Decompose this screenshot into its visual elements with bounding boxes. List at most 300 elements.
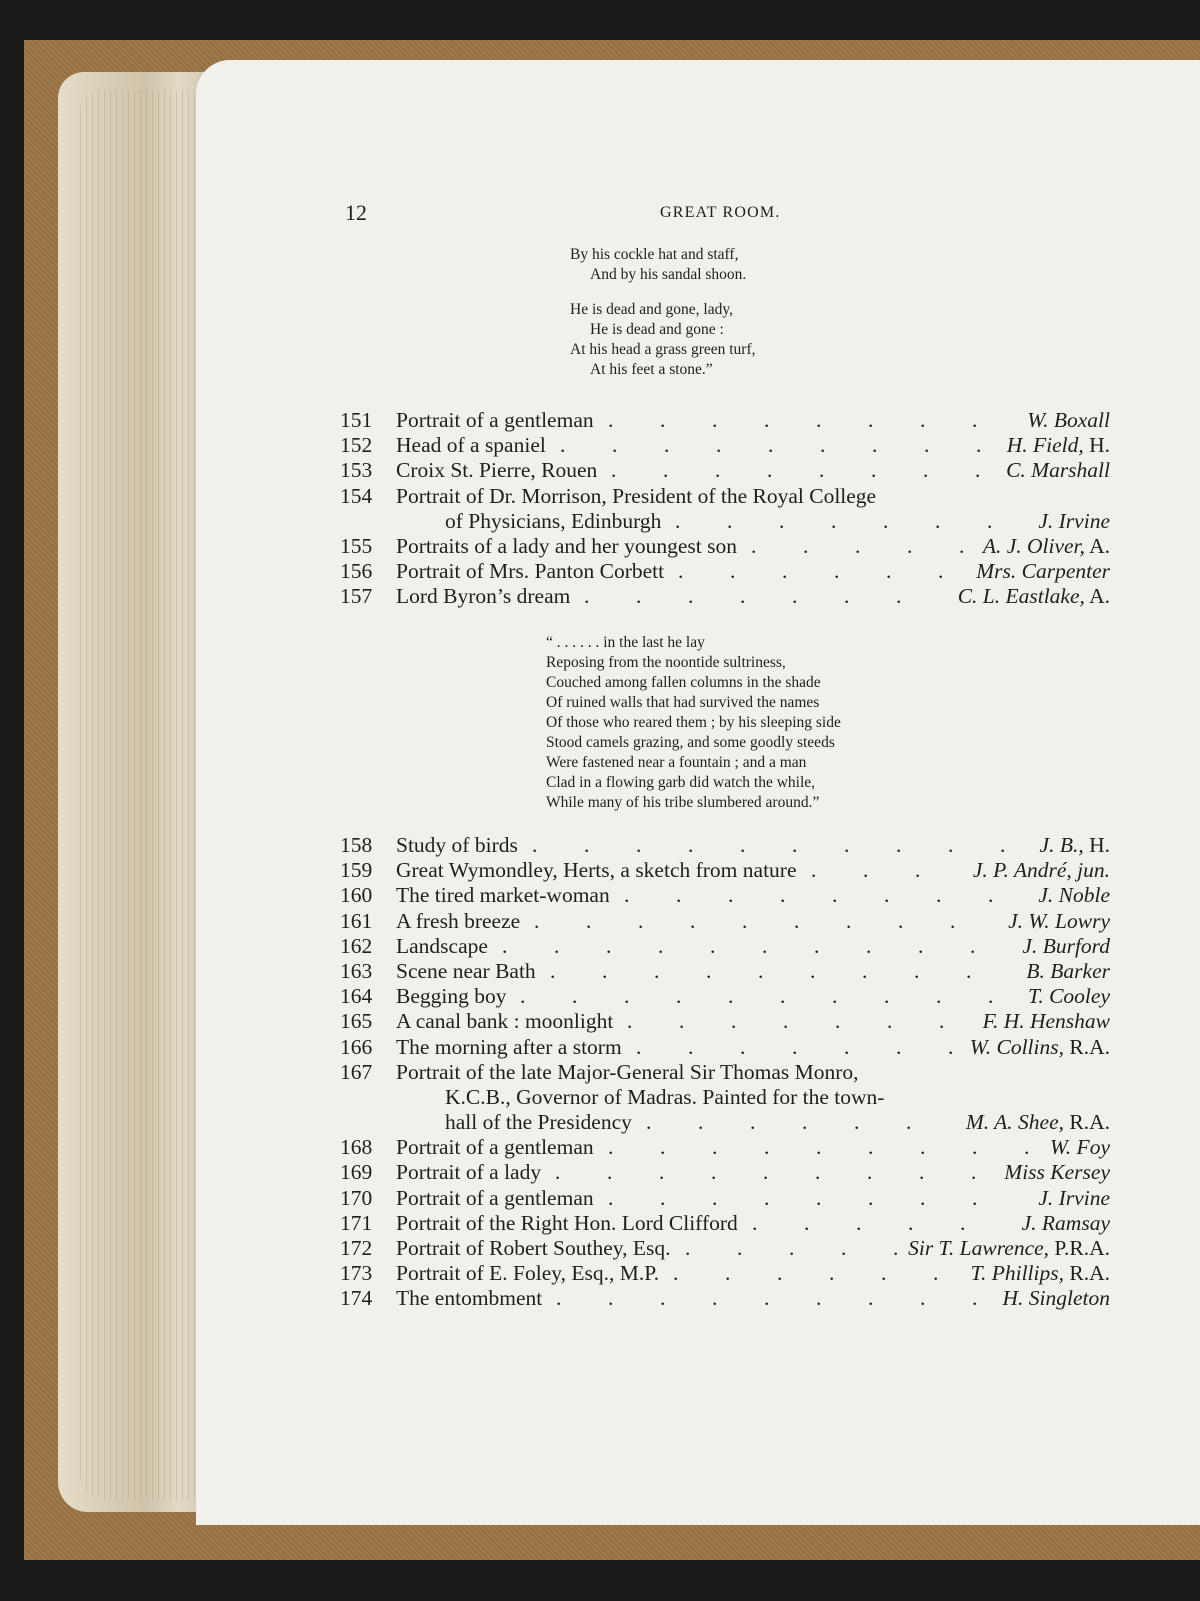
leader-dot: . — [831, 508, 837, 533]
entry-title: Portrait of Robert Southey, Esq. — [396, 1236, 671, 1260]
entry-number: 163 — [340, 958, 373, 983]
entry-artist — [908, 1236, 1110, 1261]
entry-artist — [1038, 1186, 1110, 1211]
leader-dot: . — [898, 908, 904, 933]
verse-line: At his feet a stone.” — [590, 361, 713, 378]
verse-line: Stood camels grazing, and some goodly steeds — [546, 734, 835, 751]
artist-name: Mrs. Carpenter — [976, 559, 1110, 584]
leader-dot: . — [792, 833, 798, 857]
leader-dot: . — [868, 1185, 874, 1210]
entry-artist — [1022, 934, 1110, 959]
artist-name: J. Noble — [1038, 883, 1110, 908]
entry-artist — [1027, 408, 1110, 433]
entry-artist — [1038, 509, 1110, 534]
entry-number: 153 — [340, 458, 373, 483]
leader-dot: . — [602, 958, 608, 983]
leader-dot: . — [611, 458, 617, 483]
leader-dot: . — [660, 408, 666, 432]
leader-dot: . — [914, 958, 920, 983]
artist-rank: R.A. — [1064, 1034, 1110, 1059]
leader-dot: . — [915, 858, 921, 883]
leader-dot: . — [782, 559, 788, 584]
leader-dot: . — [868, 1135, 874, 1160]
entry-title: Portrait of Mrs. Panton Corbett — [396, 559, 665, 584]
verse-line: At his head a grass green turf, — [570, 341, 756, 358]
leader-dot: . — [624, 984, 630, 1009]
leader-dot: . — [706, 958, 712, 983]
entry-artist — [973, 858, 1110, 883]
leader-dot: . — [752, 1210, 758, 1235]
entry-artist — [983, 1009, 1110, 1034]
verse-line: “ . . . . . . in the last he lay — [546, 634, 705, 651]
entry-artist — [1050, 1135, 1110, 1160]
entry-artist — [1022, 1211, 1110, 1236]
leader-dot: . — [792, 1034, 798, 1059]
entry-title: The entombment — [396, 1286, 543, 1311]
running-head — [0, 200, 1200, 226]
entry-title: Portrait of a lady — [396, 1160, 542, 1185]
entry-artist — [1008, 909, 1110, 934]
artist-name: W. Foy — [1049, 1135, 1110, 1160]
entry-number: 157 — [340, 584, 373, 609]
entry-artist — [1004, 1160, 1110, 1185]
leader-dot: . — [924, 433, 930, 458]
entry-number: 156 — [340, 559, 373, 584]
verse-middle — [546, 633, 841, 813]
artist-name: J. Burford — [1022, 933, 1110, 958]
leader-dot: . — [886, 559, 892, 584]
leader-dot: . — [750, 1110, 756, 1135]
entry-title: Croix St. Pierre, Rouen — [396, 458, 598, 483]
leader-dot: . — [660, 1286, 666, 1311]
leader-dot: . — [936, 984, 942, 1009]
leader-dot: . — [834, 559, 840, 584]
leader-dot: . — [881, 1261, 887, 1286]
leader-dot: . — [554, 933, 560, 958]
leader-dot: . — [887, 1009, 893, 1034]
entry-title: hall of the Presidency — [445, 1110, 632, 1135]
artist-name: J. P. André, jun. — [972, 858, 1110, 883]
leader-dot: . — [907, 533, 913, 558]
leader-dot: . — [816, 408, 822, 432]
leader-dot: . — [584, 833, 590, 857]
leader-dot: . — [1000, 833, 1006, 857]
verse-line: Reposing from the noontide sultriness, — [546, 654, 786, 671]
entry-title: Begging boy — [396, 984, 507, 1009]
leader-dot: . — [867, 1160, 873, 1185]
leader-dot: . — [763, 1160, 769, 1185]
leader-dot: . — [679, 1009, 685, 1034]
leader-dot: . — [918, 933, 924, 958]
entry-title: Portraits of a lady and her youngest son — [396, 533, 737, 558]
leader-dot: . — [673, 1261, 679, 1286]
leader-dot: . — [676, 883, 682, 908]
leader-dot: . — [816, 1185, 822, 1210]
leader-dot: . — [816, 1286, 822, 1311]
leader-dot: . — [783, 1009, 789, 1034]
leader-dot: . — [608, 1286, 614, 1311]
entry-title: The tired market-woman — [396, 883, 610, 908]
leader-dot: . — [664, 433, 670, 458]
entry-title: Portrait of E. Foley, Esq., M.P. — [396, 1261, 660, 1286]
artist-rank: A. — [1084, 533, 1110, 558]
leader-dot: . — [935, 508, 941, 533]
page-number: 12 — [345, 200, 367, 225]
leader-dot: . — [663, 458, 669, 483]
entry-number: 171 — [340, 1210, 373, 1235]
leader-dot: . — [948, 1034, 954, 1059]
leader-dot: . — [987, 508, 993, 533]
leader-dot: . — [675, 508, 681, 533]
leader-dot: . — [740, 833, 746, 857]
leader-dot: . — [502, 933, 508, 958]
artist-name: W. Boxall — [1027, 408, 1110, 432]
artist-name: W. Collins, — [969, 1034, 1064, 1059]
artist-rank: H. — [1083, 833, 1110, 857]
leader-dot: . — [712, 1185, 718, 1210]
leader-dot: . — [938, 559, 944, 584]
entry-number: 166 — [340, 1034, 373, 1059]
entry-title: Portrait of the Right Hon. Lord Clifford — [396, 1210, 738, 1235]
artist-rank: R.A. — [1064, 1110, 1110, 1135]
leader-dot: . — [586, 908, 592, 933]
leader-dot: . — [624, 883, 630, 908]
leader-dot: . — [711, 1160, 717, 1185]
leader-dot: . — [810, 958, 816, 983]
leader-dot: . — [970, 933, 976, 958]
verse-line: Of those who reared them ; by his sleeping side — [546, 714, 841, 731]
leader-dot: . — [966, 958, 972, 983]
leader-dot: . — [844, 584, 850, 609]
leader-dot: . — [871, 458, 877, 483]
artist-name: F. H. Henshaw — [982, 1009, 1110, 1034]
artist-name: A. J. Oliver, — [982, 533, 1085, 558]
artist-rank: H. — [1083, 433, 1110, 458]
entry-title: Portrait of the late Major-General Sir Thomas Monro, — [396, 1059, 859, 1084]
leader-dot: . — [646, 1110, 652, 1135]
leader-dot: . — [814, 933, 820, 958]
entry-title: Head of a spaniel — [396, 433, 546, 458]
entry-number: 172 — [340, 1236, 373, 1260]
verse-line: Were fastened near a fountain ; and a man — [546, 754, 807, 771]
leader-dot: . — [883, 508, 889, 533]
leader-dot: . — [976, 433, 982, 458]
leader-dot: . — [660, 1185, 666, 1210]
artist-name: T. Phillips, — [970, 1261, 1064, 1286]
leader-dot: . — [612, 433, 618, 458]
leader-dot: . — [972, 1185, 978, 1210]
leader-dot: . — [919, 1160, 925, 1185]
entry-artist — [1028, 984, 1110, 1009]
leader-dot: . — [676, 984, 682, 1009]
leader-dot: . — [731, 1009, 737, 1034]
leader-dot: . — [534, 908, 540, 933]
leader-dot: . — [948, 833, 954, 857]
leader-dot: . — [768, 433, 774, 458]
entry-artist — [1003, 1286, 1111, 1311]
entry-title: K.C.B., Governor of Madras. Painted for the town- — [445, 1084, 885, 1109]
entry-title: A fresh breeze — [396, 908, 521, 933]
entry-title: Lord Byron’s dream — [396, 584, 571, 609]
leader-dot: . — [856, 1210, 862, 1235]
entry-artist — [966, 1110, 1110, 1135]
leader-dot: . — [920, 1286, 926, 1311]
leader-dot: . — [872, 433, 878, 458]
leader-dot: . — [811, 858, 817, 883]
leader-dot: . — [742, 908, 748, 933]
leader-dot: . — [1024, 1135, 1030, 1160]
leader-dot: . — [972, 408, 978, 432]
entry-number: 155 — [340, 533, 373, 558]
leader-dot: . — [636, 833, 642, 857]
verse-line: He is dead and gone : — [590, 321, 724, 338]
leader-dot: . — [688, 1034, 694, 1059]
artist-rank: P.R.A. — [1049, 1236, 1110, 1260]
leader-dot: . — [971, 1160, 977, 1185]
artist-name: T. Cooley — [1027, 984, 1110, 1009]
entry-number: 158 — [340, 833, 373, 857]
entry-artist — [983, 534, 1110, 559]
leader-dot: . — [608, 408, 614, 432]
leader-dot: . — [764, 1185, 770, 1210]
leader-dot: . — [710, 933, 716, 958]
leader-dot: . — [893, 1236, 899, 1260]
entry-number: 152 — [340, 433, 373, 458]
leader-dot: . — [636, 1034, 642, 1059]
leader-dot: . — [688, 833, 694, 857]
leader-dot: . — [678, 559, 684, 584]
leader-dot: . — [698, 1110, 704, 1135]
leader-dot: . — [959, 533, 965, 558]
entry-artist — [976, 559, 1110, 584]
artist-name: Sir T. Lawrence, — [908, 1236, 1050, 1260]
leader-dot: . — [520, 984, 526, 1009]
leader-dot: . — [690, 908, 696, 933]
leader-dot: . — [896, 1034, 902, 1059]
leader-dot: . — [779, 508, 785, 533]
leader-dot: . — [844, 1034, 850, 1059]
running-head-title: GREAT ROOM. — [660, 204, 781, 221]
leader-dot: . — [920, 1185, 926, 1210]
leader-dot: . — [727, 508, 733, 533]
entry-artist — [1026, 959, 1110, 984]
leader-dot: . — [715, 458, 721, 483]
leader-dot: . — [868, 408, 874, 432]
leader-dot: . — [835, 1009, 841, 1034]
entry-artist — [1007, 433, 1110, 458]
leader-dot: . — [884, 984, 890, 1009]
leader-dot: . — [712, 408, 718, 432]
leader-dot: . — [950, 908, 956, 933]
leader-dot: . — [712, 1135, 718, 1160]
artist-name: C. Marshall — [1006, 458, 1110, 483]
leader-dot: . — [846, 908, 852, 933]
artist-name: B. Barker — [1026, 958, 1110, 983]
leader-dot: . — [660, 1135, 666, 1160]
verse-line: By his cockle hat and staff, — [570, 246, 739, 263]
leader-dot: . — [767, 458, 773, 483]
entry-number: 165 — [340, 1009, 373, 1034]
leader-dot: . — [556, 1286, 562, 1311]
leader-dot: . — [762, 933, 768, 958]
entry-title: Portrait of a gentleman — [396, 1135, 594, 1160]
leader-dot: . — [960, 1210, 966, 1235]
artist-name: J. Ramsay — [1021, 1210, 1110, 1235]
leader-dot: . — [777, 1261, 783, 1286]
leader-dot: . — [829, 1261, 835, 1286]
leader-dot: . — [730, 559, 736, 584]
leader-dot: . — [844, 833, 850, 857]
entry-artist — [970, 1035, 1110, 1060]
entry-title: A canal bank : moonlight — [396, 1009, 614, 1034]
entry-title: Great Wymondley, Herts, a sketch from nature — [396, 858, 797, 883]
leader-dot: . — [728, 984, 734, 1009]
leader-dot: . — [728, 883, 734, 908]
leader-dot: . — [658, 933, 664, 958]
entry-number: 168 — [340, 1135, 373, 1160]
verse-line: Clad in a flowing garb did watch the while, — [546, 774, 816, 791]
leader-dot: . — [975, 458, 981, 483]
entry-title: Portrait of a gentleman — [396, 1185, 594, 1210]
leader-dot: . — [920, 408, 926, 432]
leader-dot: . — [988, 883, 994, 908]
leader-dot: . — [896, 833, 902, 857]
leader-dot: . — [884, 883, 890, 908]
leader-dot: . — [939, 1009, 945, 1034]
leader-dot: . — [804, 1210, 810, 1235]
entry-title: Scene near Bath — [396, 958, 536, 983]
artist-name: J. W. Lowry — [1008, 908, 1110, 933]
leader-dot: . — [780, 883, 786, 908]
artist-rank: A. — [1084, 584, 1110, 609]
leader-dot: . — [820, 433, 826, 458]
entry-number: 154 — [340, 483, 373, 508]
entry-title: of Physicians, Edinburgh — [445, 508, 662, 533]
leader-dot: . — [789, 1236, 795, 1260]
leader-dot: . — [555, 1160, 561, 1185]
verse-line: Couched among fallen columns in the shade — [546, 674, 821, 691]
entry-number: 160 — [340, 883, 373, 908]
leader-dot: . — [923, 458, 929, 483]
verse-line: He is dead and gone, lady, — [570, 301, 733, 318]
leader-dot: . — [607, 1160, 613, 1185]
artist-name: H. Singleton — [1002, 1286, 1110, 1311]
artist-name: Miss Kersey — [1004, 1160, 1110, 1185]
leader-dot: . — [841, 1236, 847, 1260]
leader-dot: . — [627, 1009, 633, 1034]
entry-number: 164 — [340, 984, 373, 1009]
leader-dot: . — [532, 833, 538, 857]
entry-number: 174 — [340, 1286, 373, 1311]
leader-dot: . — [792, 584, 798, 609]
leader-dot: . — [855, 533, 861, 558]
entry-number: 162 — [340, 933, 373, 958]
entry-artist — [1038, 883, 1110, 908]
artist-rank: R.A. — [1064, 1261, 1110, 1286]
leader-dot: . — [866, 933, 872, 958]
leader-dot: . — [685, 1236, 691, 1260]
entry-title: The morning after a storm — [396, 1034, 622, 1059]
leader-dot: . — [972, 1286, 978, 1311]
entry-title: Landscape — [396, 933, 488, 958]
verse-line: And by his sandal shoon. — [590, 266, 747, 283]
artist-name: H. Field, — [1006, 433, 1084, 458]
leader-dot: . — [863, 858, 869, 883]
entry-number: 167 — [340, 1059, 373, 1084]
artist-name: C. L. Eastlake, — [957, 584, 1085, 609]
leader-dot: . — [688, 584, 694, 609]
leader-dot: . — [716, 433, 722, 458]
leader-dot: . — [896, 584, 902, 609]
leader-dot: . — [758, 958, 764, 983]
leader-dot: . — [862, 958, 868, 983]
leader-dot: . — [854, 1110, 860, 1135]
artist-name: J. B., — [1039, 833, 1084, 857]
entry-artist — [958, 584, 1110, 609]
leader-dot: . — [740, 584, 746, 609]
leader-dot: . — [972, 1135, 978, 1160]
leader-dot: . — [712, 1286, 718, 1311]
artist-name: J. Irvine — [1038, 1185, 1110, 1210]
leader-dot: . — [584, 584, 590, 609]
leader-dot: . — [638, 908, 644, 933]
leader-dot: . — [803, 533, 809, 558]
leader-dot: . — [819, 458, 825, 483]
leader-dot: . — [933, 1261, 939, 1286]
entry-title: Portrait of Dr. Morrison, President of the Royal College — [396, 483, 877, 508]
leader-dot: . — [764, 408, 770, 432]
leader-dot: . — [659, 1160, 665, 1185]
entry-artist — [1006, 458, 1110, 483]
leader-dot: . — [780, 984, 786, 1009]
leader-dot: . — [868, 1286, 874, 1311]
entry-number: 161 — [340, 908, 373, 933]
entry-number: 170 — [340, 1185, 373, 1210]
entry-number: 151 — [340, 408, 373, 432]
artist-name: M. A. Shee, — [965, 1110, 1064, 1135]
leader-dot: . — [740, 1034, 746, 1059]
leader-dot: . — [920, 1135, 926, 1160]
leader-dot: . — [764, 1135, 770, 1160]
leader-dot: . — [906, 1110, 912, 1135]
leader-dot: . — [560, 433, 566, 458]
leader-dot: . — [764, 1286, 770, 1311]
leader-dot: . — [550, 958, 556, 983]
leader-dot: . — [636, 584, 642, 609]
leader-dot: . — [725, 1261, 731, 1286]
entry-number: 173 — [340, 1261, 373, 1286]
leader-dot: . — [572, 984, 578, 1009]
leader-dot: . — [908, 1210, 914, 1235]
artist-name: J. Irvine — [1038, 508, 1110, 533]
leader-dot: . — [794, 908, 800, 933]
verse-line: While many of his tribe slumbered around.” — [546, 794, 820, 811]
entry-number: 169 — [340, 1160, 373, 1185]
leader-dot: . — [816, 1135, 822, 1160]
entry-artist — [971, 1261, 1110, 1286]
entry-number: 159 — [340, 858, 373, 883]
entry-artist — [1040, 833, 1110, 858]
leader-dot: . — [737, 1236, 743, 1260]
leader-dot: . — [654, 958, 660, 983]
verse-line: Of ruined walls that had survived the names — [546, 694, 820, 711]
leader-dot: . — [815, 1160, 821, 1185]
leader-dot: . — [606, 933, 612, 958]
leader-dot: . — [608, 1185, 614, 1210]
leader-dot: . — [936, 883, 942, 908]
leader-dot: . — [608, 1135, 614, 1160]
page-edges — [80, 90, 200, 1500]
